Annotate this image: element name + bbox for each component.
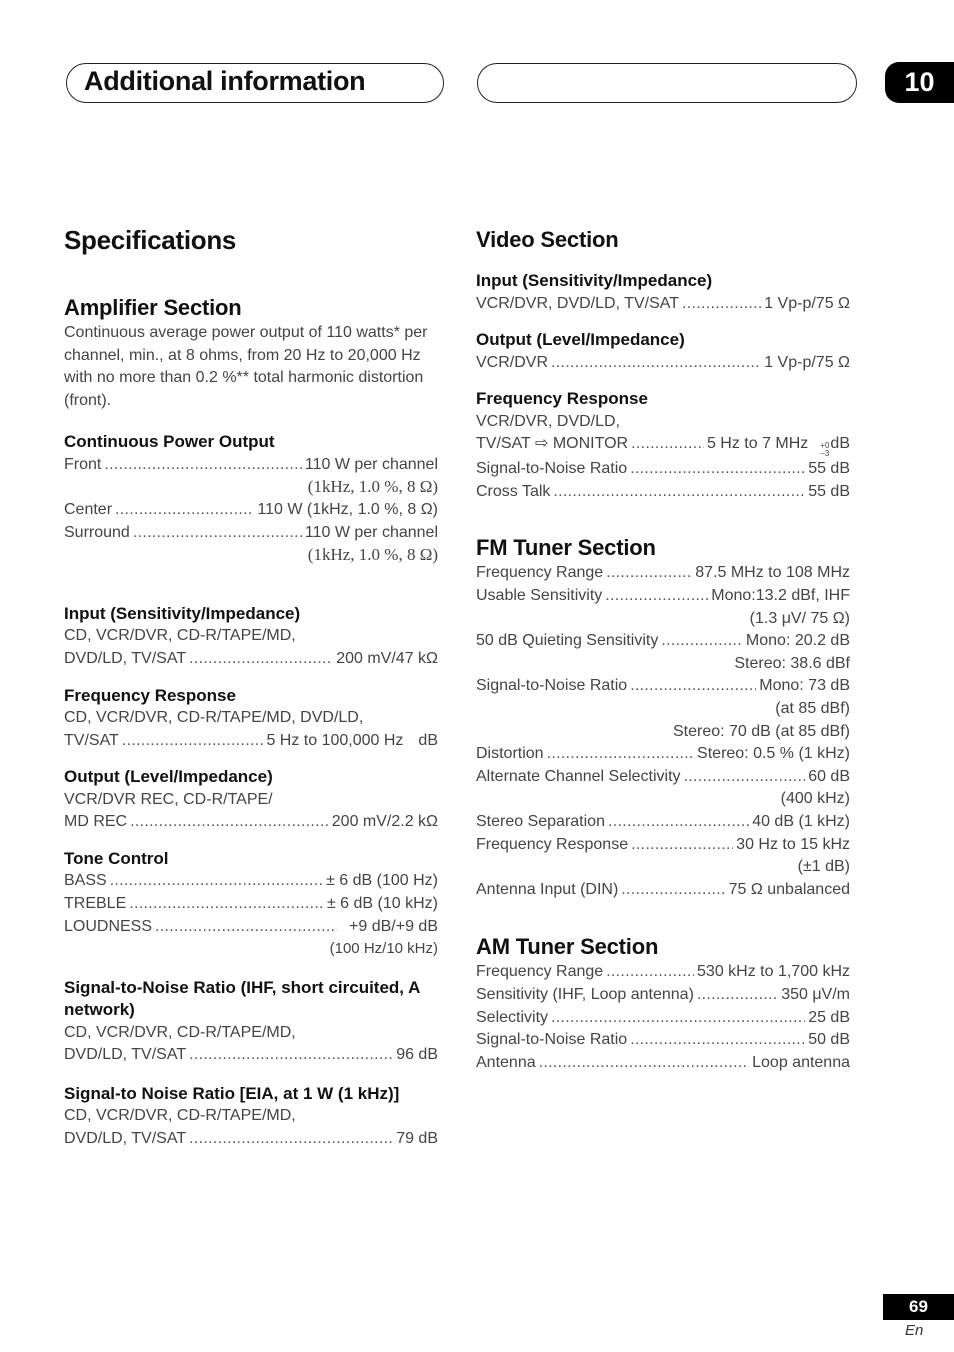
snr-ihf-heading: Signal-to-Noise Ratio (IHF, short circuited, A network)	[64, 977, 420, 1020]
spec-value: 75 Ω unbalanced	[728, 880, 850, 898]
spec-label: Stereo Separation	[476, 813, 605, 830]
spec-row-treble	[64, 893, 438, 916]
spec-row-video-freq	[476, 433, 850, 458]
spec-note-loudness: (100 Hz/10 kHz)	[329, 940, 438, 958]
spec-note-fm-usable: (1.3 μV/ 75 Ω)	[749, 609, 850, 627]
snr-eia-heading: Signal-to Noise Ratio [EIA, at 1 W (1 kHz)]	[64, 1083, 400, 1103]
amp-output-line1: VCR/DVR REC, CD-R/TAPE/	[64, 790, 273, 808]
video-heading: Video Section	[476, 227, 619, 252]
spec-value: 55 dB	[808, 460, 850, 478]
spec-value: Mono: 20.2 dB	[745, 632, 850, 650]
spec-row-amp-output	[64, 811, 438, 834]
spec-label: VCR/DVR, DVD/LD, TV/SAT	[476, 294, 679, 312]
spec-note-front: (1kHz, 1.0 %, 8 Ω)	[307, 477, 438, 497]
spec-row-am-selectivity	[476, 1007, 850, 1030]
amp-freq-heading: Frequency Response	[64, 685, 236, 705]
spec-label: DVD/LD, TV/SAT	[64, 649, 187, 667]
spec-value: 40 dB (1 kHz)	[752, 813, 850, 830]
spec-row-bass	[64, 870, 438, 893]
spec-value: 25 dB	[808, 1008, 850, 1026]
spec-row-loudness	[64, 916, 438, 939]
spec-label: DVD/LD, TV/SAT	[64, 1130, 187, 1148]
spec-row-fm-freq	[476, 834, 850, 857]
spec-label: Frequency Response	[476, 835, 629, 853]
spec-value: +9 dB/+9 dB	[349, 917, 438, 935]
amp-input-heading: Input (Sensitivity/Impedance)	[64, 603, 301, 623]
spec-row-snr-eia	[64, 1128, 438, 1151]
spec-label: Cross Talk	[476, 482, 551, 500]
spec-value: 5 Hz to 7 MHz	[706, 435, 809, 453]
spec-row-center	[64, 499, 438, 522]
spec-label: Usable Sensitivity	[476, 587, 603, 605]
video-output-heading: Output (Level/Impedance)	[476, 330, 685, 350]
spec-label: Center	[64, 501, 113, 519]
spec-label: Frequency Range	[476, 963, 604, 981]
spec-note-fm-freq: (±1 dB)	[797, 858, 850, 876]
tolerance-mark	[820, 442, 829, 458]
spec-label: TV/SAT	[64, 731, 119, 749]
spec-note-fm-acs: (400 kHz)	[780, 790, 850, 808]
spec-row-am-range	[476, 961, 850, 984]
spec-value: 5 Hz to 100,000 Hz	[266, 731, 404, 749]
spec-value: 87.5 MHz to 108 MHz	[695, 564, 850, 582]
spec-row-fm-acs	[476, 766, 850, 789]
page-number: 69	[883, 1294, 954, 1320]
am-heading: AM Tuner Section	[476, 934, 659, 960]
fm-heading: FM Tuner Section	[476, 535, 656, 561]
spec-value: 110 W per channel	[304, 523, 438, 541]
spec-value: 200 mV/2.2 kΩ	[331, 813, 438, 831]
spec-label: Antenna Input (DIN)	[476, 880, 619, 898]
spec-row-am-sensitivity	[476, 984, 850, 1007]
spec-note-fm-snr1: (at 85 dBf)	[775, 700, 850, 718]
spec-label: Distortion	[476, 745, 544, 763]
spec-value: 1 Vp-p/75 Ω	[764, 353, 850, 371]
spec-row-fm-antenna	[476, 879, 850, 902]
video-input-heading: Input (Sensitivity/Impedance)	[476, 271, 713, 290]
header-title: Additional information	[84, 66, 366, 96]
spec-note-fm-snr2: Stereo: 70 dB (at 85 dBf)	[673, 722, 850, 740]
tolerance-plus: +0	[820, 441, 830, 451]
spec-label: TV/SAT ⇨ MONITOR	[476, 435, 629, 453]
spec-unit: dB	[830, 435, 850, 453]
spec-value: 60 dB	[808, 767, 850, 785]
spec-label: Selectivity	[476, 1008, 549, 1026]
spec-value: 110 W (1kHz, 1.0 %, 8 Ω)	[257, 501, 438, 519]
chapter-tab: 10	[885, 62, 954, 103]
spec-row-video-snr	[476, 458, 850, 481]
spec-value: 79 dB	[396, 1130, 438, 1148]
spec-label: DVD/LD, TV/SAT	[64, 1046, 187, 1064]
spec-value: Stereo: 0.5 % (1 kHz)	[697, 745, 850, 763]
spec-row-front	[64, 454, 438, 477]
spec-value: 1 Vp-p/75 Ω	[764, 294, 850, 312]
right-column	[476, 226, 850, 1074]
spec-value: 55 dB	[808, 482, 850, 500]
amp-output-heading: Output (Level/Impedance)	[64, 767, 273, 787]
spec-row-amp-freq	[64, 730, 438, 753]
spec-row-fm-usable	[476, 585, 850, 608]
spec-label: VCR/DVR	[476, 353, 549, 371]
spec-value: ± 6 dB (100 Hz)	[326, 872, 438, 890]
spec-value: Loop antenna	[752, 1053, 850, 1071]
header-right-frame	[477, 63, 857, 103]
spec-row-fm-separation	[476, 811, 850, 834]
spec-row-surround	[64, 522, 438, 545]
amp-input-line1: CD, VCR/DVR, CD-R/TAPE/MD,	[64, 627, 296, 645]
spec-row-fm-distortion	[476, 743, 850, 766]
amplifier-heading: Amplifier Section	[64, 295, 242, 320]
spec-row-am-snr	[476, 1029, 850, 1052]
spec-label: Surround	[64, 523, 130, 541]
video-freq-line1: VCR/DVR, DVD/LD,	[476, 412, 621, 430]
video-freq-heading: Frequency Response	[476, 389, 648, 409]
snr-ihf-line1: CD, VCR/DVR, CD-R/TAPE/MD,	[64, 1023, 296, 1041]
spec-label: Front	[64, 455, 102, 473]
cpo-heading: Continuous Power Output	[64, 432, 275, 452]
tolerance-minus: –3	[820, 449, 830, 459]
spec-label: LOUDNESS	[64, 917, 153, 935]
spec-label: Signal-to-Noise Ratio	[476, 1031, 628, 1049]
left-column	[64, 225, 438, 1151]
spec-label: Antenna	[476, 1053, 536, 1071]
language-code: En	[905, 1322, 924, 1339]
spec-value: 30 Hz to 15 kHz	[736, 835, 850, 853]
spec-value: 96 dB	[396, 1046, 438, 1064]
spec-row-fm-range	[476, 562, 850, 585]
spec-row-fm-quieting	[476, 630, 850, 653]
spec-value: ± 6 dB (10 kHz)	[326, 895, 438, 912]
spec-label: TREBLE	[64, 895, 127, 912]
spec-value: 50 dB	[808, 1031, 850, 1049]
snr-eia-line1: CD, VCR/DVR, CD-R/TAPE/MD,	[64, 1107, 296, 1125]
spec-label: MD REC	[64, 813, 128, 831]
spec-row-video-input	[476, 293, 850, 316]
spec-row-crosstalk	[476, 481, 850, 504]
amplifier-intro: Continuous average power output of 110 watts* per channel, min., at 8 ohms, from 20 Hz to 20,000 Hz with no more than 0.2 %** total harmonic distortion (front).	[64, 324, 428, 409]
spec-value: Mono:13.2 dBf, IHF	[711, 587, 850, 605]
spec-row-fm-snr	[476, 675, 850, 698]
spec-note-fm-quieting: Stereo: 38.6 dBf	[734, 654, 850, 672]
spec-label: Sensitivity (IHF, Loop antenna)	[476, 985, 694, 1003]
spec-value: 530 kHz to 1,700 kHz	[697, 963, 850, 981]
spec-label: Alternate Channel Selectivity	[476, 767, 681, 785]
spec-row-amp-input	[64, 648, 438, 671]
spec-label: Signal-to-Noise Ratio	[476, 460, 628, 478]
spec-value: Mono: 73 dB	[759, 677, 850, 695]
page-title: Specifications	[64, 225, 237, 255]
spec-row-video-output	[476, 352, 850, 375]
spec-note-surround: (1kHz, 1.0 %, 8 Ω)	[307, 545, 438, 565]
spec-label: 50 dB Quieting Sensitivity	[476, 632, 659, 650]
spec-value: 200 mV/47 kΩ	[336, 649, 438, 667]
spec-value: 110 W per channel	[304, 455, 438, 473]
spec-label: Signal-to-Noise Ratio	[476, 677, 628, 695]
amp-freq-line1: CD, VCR/DVR, CD-R/TAPE/MD, DVD/LD,	[64, 709, 364, 727]
spec-row-snr-ihf	[64, 1044, 438, 1067]
spec-label: Frequency Range	[476, 564, 604, 582]
tone-heading: Tone Control	[64, 848, 169, 868]
spec-row-am-antenna	[476, 1052, 850, 1075]
spec-unit: dB	[418, 731, 438, 749]
spec-value: 350 μV/m	[781, 985, 850, 1003]
spec-label: BASS	[64, 872, 107, 890]
